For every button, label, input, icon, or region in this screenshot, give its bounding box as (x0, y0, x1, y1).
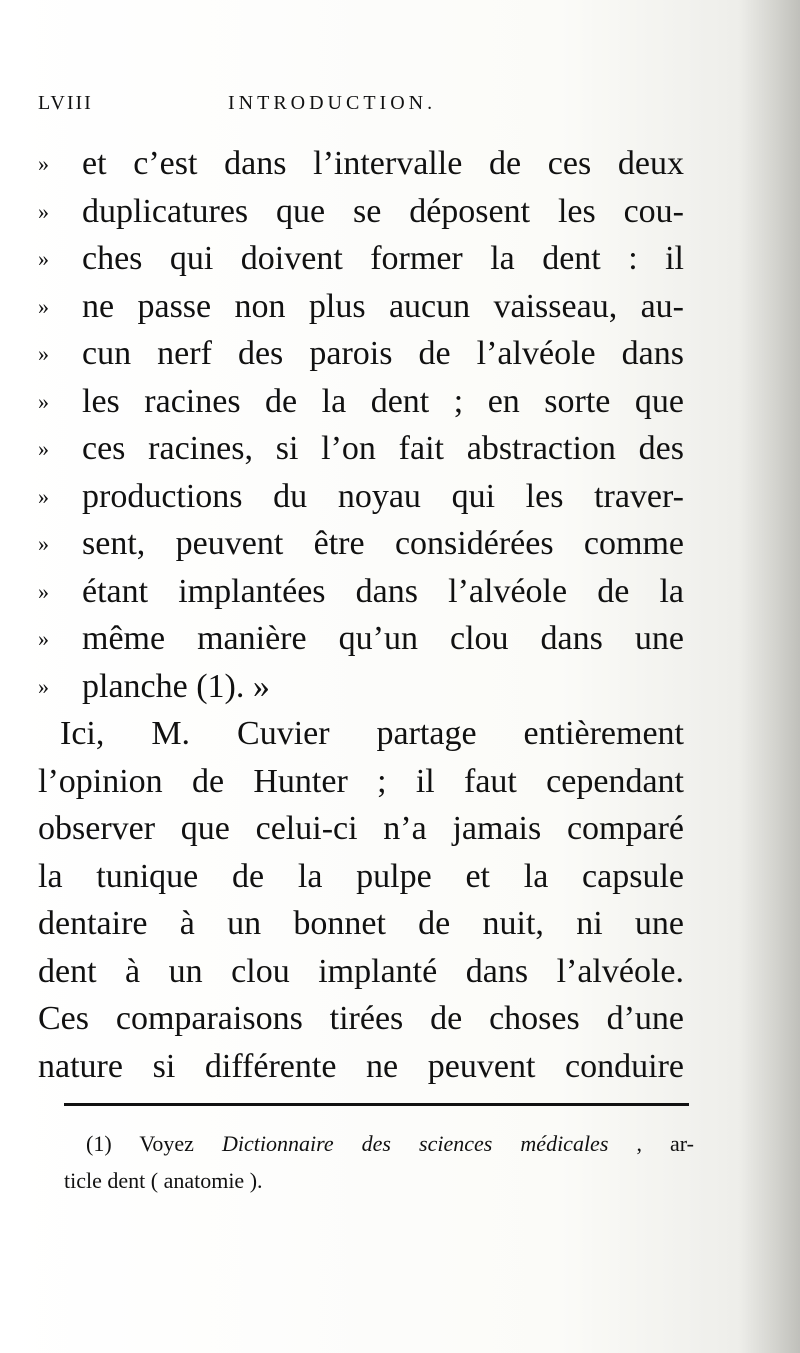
page-edge-shadow (740, 0, 800, 1353)
quoted-line (38, 378, 698, 426)
paragraph-line (38, 853, 698, 901)
paragraph-line-text: Ici, M. Cuvier partage entièrement (60, 715, 684, 752)
quoted-line-text: duplicatures que se déposent les cou- (82, 192, 684, 230)
quoted-line (38, 425, 698, 473)
paragraph-line-text: la tunique de la pulpe et la capsule (38, 857, 684, 895)
footnote-line (64, 1162, 694, 1199)
quote-mark: » (38, 198, 49, 224)
quoted-line-text: et c’est dans l’intervalle de ces deux (82, 145, 684, 182)
quoted-line (38, 615, 698, 663)
quote-mark: » (38, 436, 49, 461)
paragraph-line-text: dentaire à un bonnet de nuit, ni une (38, 905, 684, 942)
quoted-line (38, 188, 698, 236)
quoted-line (38, 568, 698, 616)
page-header (38, 92, 678, 124)
quoted-line-text: productions du noyau qui les traver- (82, 477, 684, 515)
paragraph-line-text: nature si différente ne peuvent conduire (38, 1047, 684, 1085)
quoted-line-text: ne passe non plus aucun vaisseau, au- (82, 287, 684, 325)
quoted-line (38, 283, 698, 331)
footnote-after-italic: , ar- (636, 1131, 695, 1156)
quoted-line (38, 663, 698, 711)
paragraph-line (38, 758, 698, 806)
footnote-second-line: ticle dent ( anatomie ). (64, 1168, 263, 1193)
body-text (38, 140, 698, 1090)
quoted-line (38, 473, 698, 521)
paragraph-line-text: observer que celui-ci n’a jamais comparé (38, 810, 684, 847)
quote-mark: » (38, 246, 49, 271)
quoted-line-text: étant implantées dans l’alvéole de la (82, 572, 684, 610)
footnote-line (64, 1125, 694, 1162)
paragraph-line (38, 948, 698, 996)
quoted-line-text: même manière qu’un clou dans une (82, 620, 684, 657)
running-head: INTRODUCTION. (228, 92, 437, 114)
quoted-line-text: sent, peuvent être considérées comme (82, 525, 684, 562)
footnote-first-line (64, 1125, 694, 1162)
quoted-line-text: planche (1). » (82, 667, 270, 705)
quoted-line-text: cun nerf des parois de l’alvéole dans (82, 335, 684, 372)
quoted-line (38, 330, 698, 378)
quoted-line (38, 235, 698, 283)
paragraph-line (38, 710, 698, 758)
paragraph-line-text: Ces comparaisons tirées de choses d’une (38, 1000, 684, 1037)
quote-mark: » (38, 626, 49, 651)
quote-mark: » (38, 578, 49, 604)
page-number: LVIII (38, 92, 93, 114)
paragraph-line (38, 995, 698, 1043)
quoted-line-text: ces racines, si l’on fait abstraction des (82, 430, 684, 467)
footnote-italic-title: Dictionnaire des sciences médicales (221, 1131, 609, 1156)
paragraph-line-text: dent à un clou implanté dans l’alvéole. (38, 952, 684, 990)
paragraph-line (38, 1043, 698, 1091)
quote-mark: » (38, 151, 49, 176)
footnote-rule (64, 1103, 689, 1106)
paragraph-line (38, 900, 698, 948)
quote-mark: » (38, 388, 49, 414)
quote-mark: » (38, 673, 49, 699)
quoted-line (38, 520, 698, 568)
quoted-line-text: ches qui doivent former la dent : il (82, 240, 684, 277)
quote-mark: » (38, 531, 49, 556)
paragraph-line (38, 805, 698, 853)
quote-mark: » (38, 483, 49, 509)
footnote-marker: (1) Voyez (86, 1131, 194, 1156)
paragraph-line-text: l’opinion de Hunter ; il faut cependant (38, 762, 684, 800)
quoted-line (38, 140, 698, 188)
quote-mark: » (38, 293, 49, 319)
quote-mark: » (38, 341, 49, 366)
footnote (64, 1125, 694, 1199)
quoted-line-text: les racines de la dent ; en sorte que (82, 382, 684, 420)
